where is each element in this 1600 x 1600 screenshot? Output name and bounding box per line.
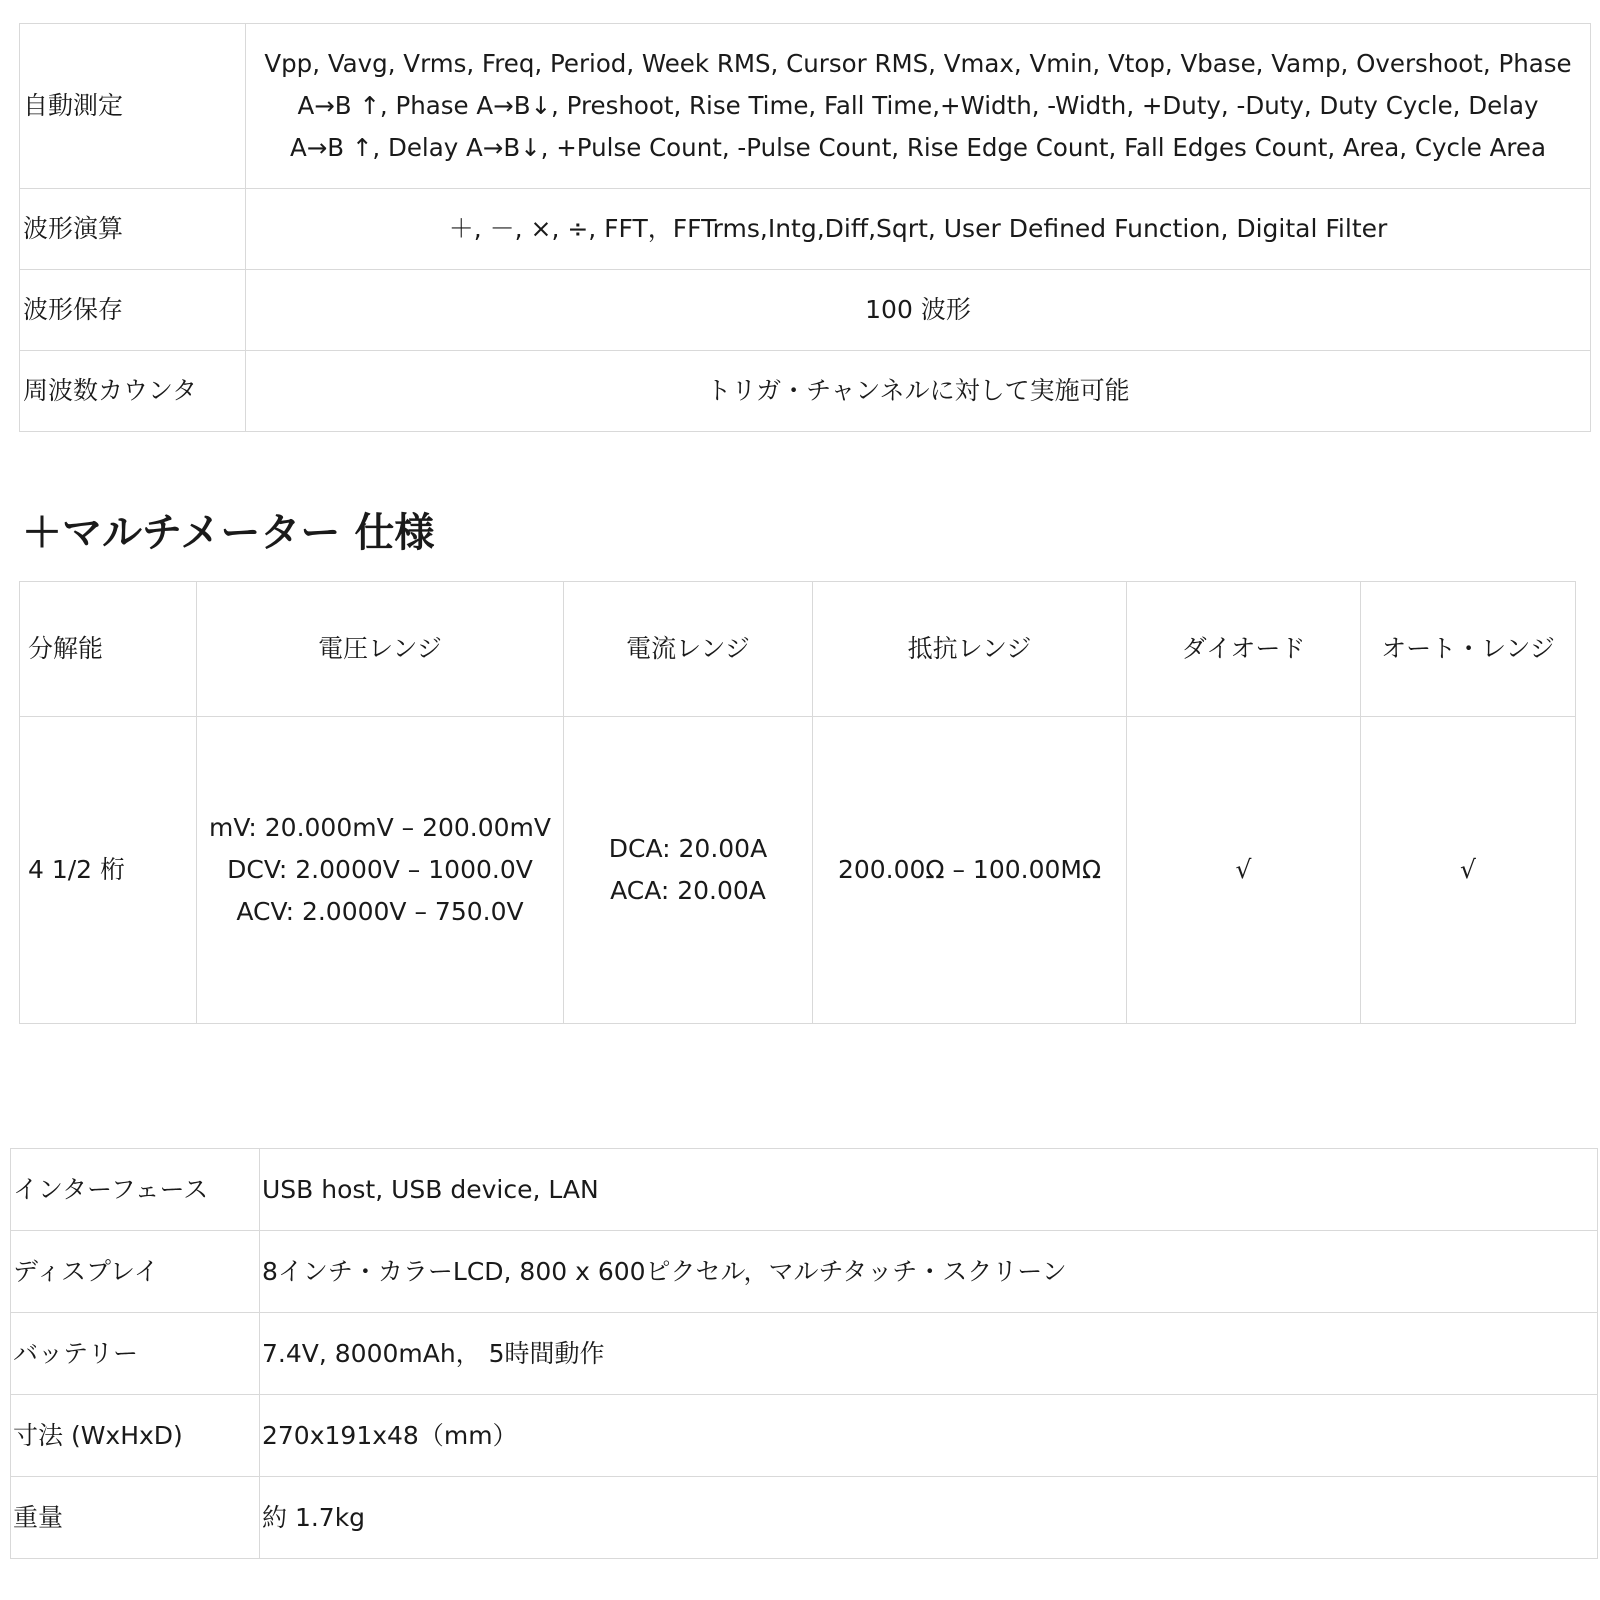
spec-row-waveform-math (20, 189, 1591, 270)
diode-check-mark: √ (1127, 717, 1361, 1024)
header-auto-range: オート・レンジ (1361, 582, 1576, 717)
current-range-line: DCA: 20.00A (608, 834, 768, 863)
header-diode: ダイオード (1127, 582, 1361, 717)
spec-row-auto-measure (20, 24, 1591, 189)
multimeter-spec-table (19, 581, 1576, 1024)
resistance-range-value: 200.00Ω – 100.00MΩ (813, 717, 1127, 1024)
spec-value: ＋, －, ×, ÷, FFT，FFTrms,Intg,Diff,Sqrt, User Defined Function, Digital Filter (246, 189, 1591, 270)
spec-label: 波形演算 (20, 189, 246, 270)
voltage-range-value (197, 717, 564, 1024)
spec-value: USB host, USB device, LAN (260, 1149, 1598, 1231)
spec-row-battery (11, 1313, 1598, 1395)
spec-value: 約 1.7kg (260, 1477, 1598, 1559)
spec-label: インターフェース (11, 1149, 260, 1231)
spec-label: 重量 (11, 1477, 260, 1559)
general-spec-table (10, 1148, 1598, 1559)
spec-value-line: A→B ↑, Phase A→B↓, Preshoot, Rise Time, Fall Time,+Width, -Width, +Duty, -Duty, Duty Cycle, Delay (297, 91, 1539, 120)
spec-value: 7.4V, 8000mAh， 5時間動作 (260, 1313, 1598, 1395)
spec-row-waveform-save (20, 270, 1591, 351)
scope-function-table (19, 23, 1591, 432)
current-range-value (564, 717, 813, 1024)
resolution-value: 4 1/2 桁 (20, 717, 197, 1024)
spec-value (246, 24, 1591, 189)
spec-value: 100 波形 (246, 270, 1591, 351)
spec-row-interface (11, 1149, 1598, 1231)
spec-label: 周波数カウンタ (20, 351, 246, 432)
header-voltage-range: 電圧レンジ (197, 582, 564, 717)
spec-row-dimensions (11, 1395, 1598, 1477)
spec-value-line: Vpp, Vavg, Vrms, Freq, Period, Week RMS, Cursor RMS, Vmax, Vmin, Vtop, Vbase, Vamp, Overshoot, Phase (264, 49, 1572, 78)
current-range-line: ACA: 20.00A (610, 876, 766, 905)
voltage-range-line: ACV: 2.0000V – 750.0V (236, 897, 524, 926)
multimeter-data-row (20, 717, 1576, 1024)
spec-row-weight (11, 1477, 1598, 1559)
multimeter-header-row (20, 582, 1576, 717)
multimeter-section-title: ＋マルチメーター 仕様 (22, 510, 435, 556)
spec-value: トリガ・チャンネルに対して実施可能 (246, 351, 1591, 432)
spec-label: 自動測定 (20, 24, 246, 189)
spec-value-line: A→B ↑, Delay A→B↓, +Pulse Count, -Pulse Count, Rise Edge Count, Fall Edges Count, Area, Cycle Area (290, 133, 1546, 162)
spec-label: 波形保存 (20, 270, 246, 351)
header-resistance-range: 抵抗レンジ (813, 582, 1127, 717)
spec-row-display (11, 1231, 1598, 1313)
auto-range-check-mark: √ (1361, 717, 1576, 1024)
spec-value: 270x191x48（mm） (260, 1395, 1598, 1477)
header-current-range: 電流レンジ (564, 582, 813, 717)
voltage-range-line: mV: 20.000mV – 200.00mV (208, 813, 552, 842)
header-resolution: 分解能 (20, 582, 197, 717)
voltage-range-line: DCV: 2.0000V – 1000.0V (227, 855, 533, 884)
spec-value: 8インチ・カラーLCD, 800 x 600ピクセル，マルチタッチ・スクリーン (260, 1231, 1598, 1313)
spec-label: 寸法 (WxHxD) (11, 1395, 260, 1477)
spec-row-frequency-counter (20, 351, 1591, 432)
spec-label: バッテリー (11, 1313, 260, 1395)
spec-label: ディスプレイ (11, 1231, 260, 1313)
